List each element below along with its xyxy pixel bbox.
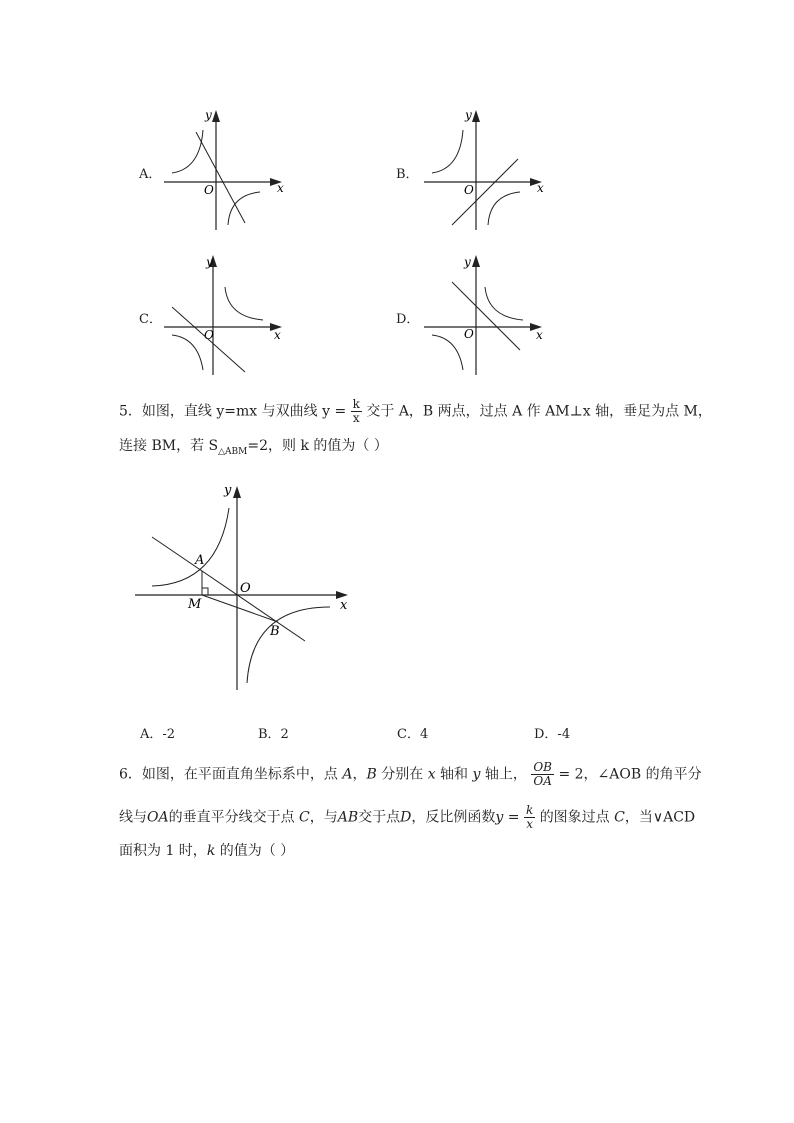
y-axis-arrow	[212, 110, 220, 122]
q5-line2: 连接 BM，若 $S_{\triangle ABM}=2$，则 k 的值为（ ）	[119, 438, 388, 457]
line-ab	[152, 537, 305, 641]
q5-fraction: $\frac{k}{x}$	[352, 397, 360, 425]
q6-fraction-ob-oa: $\frac{OB}{OA}$	[533, 760, 552, 788]
x-label: x	[277, 181, 284, 195]
option-b-graph	[420, 105, 555, 235]
option-c-graph	[160, 250, 295, 380]
svg-text:y: y	[206, 255, 213, 269]
point-b-label: B	[270, 624, 280, 639]
svg-text:O: O	[204, 328, 214, 342]
y-label: y	[205, 108, 212, 122]
option-c-label: C．	[139, 312, 162, 327]
option-b-label: B．	[396, 167, 419, 182]
hyperbola-branch	[228, 192, 260, 225]
origin-label: O	[240, 581, 251, 596]
q5-choice-a[interactable]: A．-2	[140, 727, 176, 742]
option-a-label: A．	[139, 167, 162, 182]
x-label: x	[340, 598, 348, 613]
hyperbola-branch	[247, 607, 330, 683]
line-graph	[196, 132, 245, 223]
segment-bm	[202, 595, 278, 622]
svg-text:O: O	[464, 327, 474, 341]
q5-choice-c[interactable]: C．4	[397, 727, 429, 742]
q5-line1: 5．如图，直线 y=mx 与双曲线 y = $\frac{k}{x}$ 交于 A，B 两点，过点 A 作 AM⊥x 轴，垂足为点 M，	[119, 397, 712, 425]
option-a-graph	[160, 105, 295, 235]
svg-text:x: x	[536, 328, 543, 342]
q6-fraction-k-x: $\frac{k}{x}$	[525, 803, 534, 831]
q6-line1: 6．如图，在平面直角坐标系中，点 A，B 分别在 x 轴和 y 轴上， $\frac{OB}{OA}$ = 2，∠AOB 的角平分	[119, 760, 702, 788]
q5-choice-d[interactable]: D．-4	[534, 727, 571, 742]
q5-choice-b[interactable]: B．2	[258, 727, 289, 742]
point-m-label: M	[188, 597, 202, 612]
svg-text:x: x	[537, 181, 544, 195]
svg-text:x: x	[274, 328, 281, 342]
y-label: y	[224, 483, 232, 498]
svg-text:y: y	[465, 108, 472, 122]
origin-label: O	[204, 183, 214, 197]
hyperbola-branch	[152, 508, 229, 586]
q5-figure	[130, 480, 360, 695]
option-d-graph	[420, 250, 555, 380]
q6-line3: 面积为 1 时，k 的值为（ ）	[119, 843, 295, 859]
option-d-label: D．	[396, 312, 420, 327]
right-angle-mark	[202, 588, 208, 595]
q6-line2: 线与OA的垂直平分线交于点 C，与AB交于点D，反比例函数y = $\frac{k}{x}$ 的图象过点 C，当∨ACD	[119, 803, 696, 831]
svg-text:O: O	[464, 183, 474, 197]
y-axis-arrow	[233, 486, 241, 498]
point-a-label: A	[195, 553, 205, 568]
svg-text:y: y	[464, 255, 471, 269]
q5-number: 5．	[119, 403, 142, 420]
q5-text: 如图，直线 y=mx 与双曲线 y =	[141, 403, 347, 420]
